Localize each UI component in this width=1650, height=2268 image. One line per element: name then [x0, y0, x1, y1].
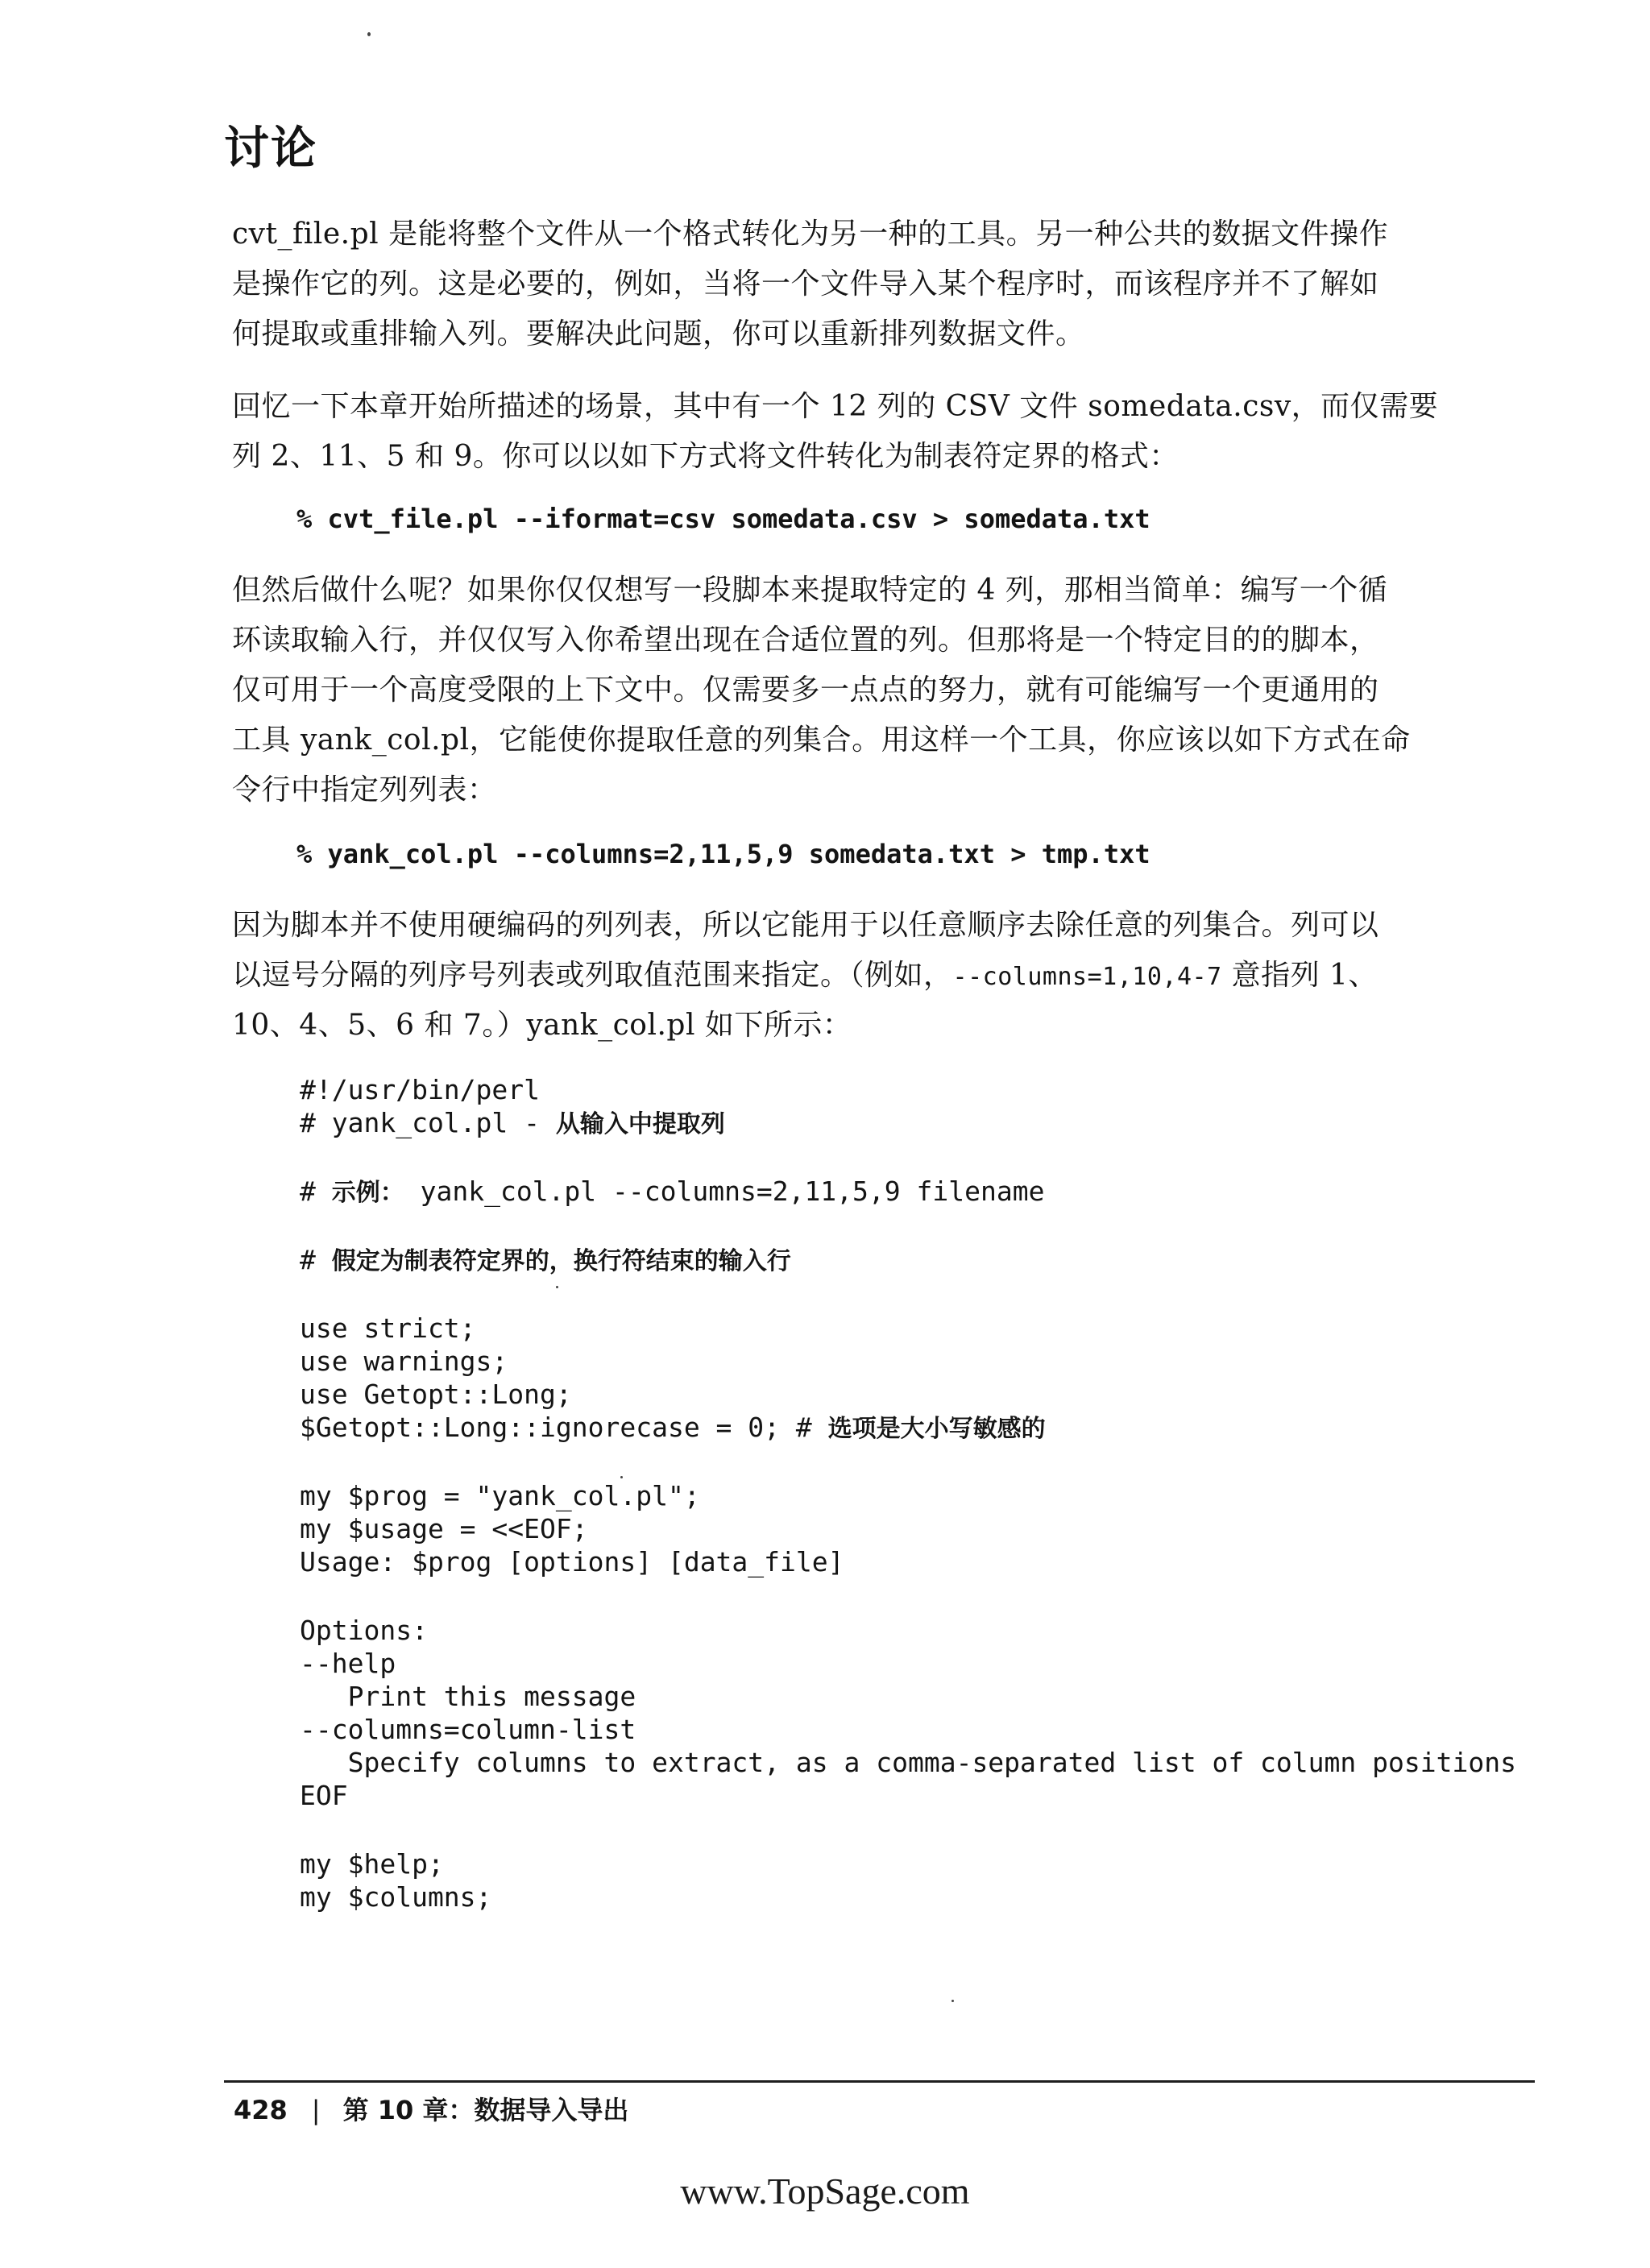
code-blank-line: [300, 1208, 1516, 1243]
code-blank-line: [300, 1139, 1516, 1175]
code-text: $Getopt::Long::ignorecase = 0; #: [300, 1412, 828, 1443]
code-line: Usage: $prog [options] [data_file]: [300, 1546, 844, 1578]
code-text: #: [300, 1175, 332, 1207]
section-heading: 讨论: [224, 122, 317, 175]
code-line: [300, 1243, 1516, 1276]
footer-separator: |: [311, 2095, 321, 2125]
code-line: Print this message: [300, 1681, 636, 1712]
footer-divider: [224, 2080, 1535, 2083]
code-blank-line: [300, 1578, 1516, 1614]
paragraph-line: 令行中指定列列表：: [232, 773, 497, 806]
code-blank-line: [300, 1444, 1516, 1479]
code-blank-line: [300, 1812, 1516, 1847]
paragraph-text: 意指列 1、: [1221, 959, 1378, 992]
code-line: --help: [300, 1648, 396, 1679]
code-line: [300, 1175, 1516, 1208]
scan-speck: [367, 32, 371, 36]
chapter-title: 第 10 章：数据导入导出: [342, 2095, 629, 2125]
code-line: #!/usr/bin/perl: [300, 1074, 541, 1105]
code-blank-line: [300, 1276, 1516, 1312]
code-line: my $usage = <<EOF;: [300, 1513, 588, 1544]
code-line: my $columns;: [300, 1881, 492, 1913]
code-comment: 选项是大小写敏感的: [827, 1415, 1046, 1443]
paragraph-line: 何提取或重排输入列。要解决此问题，你可以重新排列数据文件。: [232, 317, 1085, 350]
code-line: my $help;: [300, 1848, 444, 1880]
code-listing: [300, 1073, 1516, 1913]
command-example-1: % cvt_file.pl --iformat=csv somedata.csv > somedata.txt: [296, 504, 1150, 534]
page-footer: [234, 2089, 628, 2131]
code-comment: 示例：: [331, 1179, 404, 1207]
paragraph-line: 仅可用于一个高度受限的上下文中。仅需要多一点点的努力，就有可能编写一个更通用的: [232, 674, 1379, 707]
paragraph-1: [232, 209, 1509, 359]
paragraph-line: 但然后做什么呢？如果你仅仅想写一段脚本来提取特定的 4 列，那相当简单：编写一个循: [232, 574, 1388, 607]
paragraph-2: [232, 382, 1509, 482]
paragraph-line: 是操作它的列。这是必要的，例如，当将一个文件导入某个程序时，而该程序并不了解如: [232, 267, 1379, 301]
paragraph-line: 工具 yank_col.pl，它能使你提取任意的列集合。用这样一个工具，你应该以如下方式在命: [232, 724, 1411, 757]
code-line: use strict;: [300, 1312, 476, 1344]
inline-code: --columns=1,10,4-7: [952, 963, 1222, 991]
scan-speck: [556, 1286, 558, 1288]
code-line: Specify columns to extract, as a comma-separated list of column positions: [300, 1747, 1516, 1778]
code-line: use warnings;: [300, 1345, 508, 1377]
paragraph-line: 回忆一下本章开始所描述的场景，其中有一个 12 列的 CSV 文件 somedata.csv，而仅需要: [232, 390, 1439, 423]
code-text: yank_col.pl --columns=2,11,5,9 filename: [404, 1175, 1045, 1207]
paragraph-4: [232, 901, 1509, 1051]
paragraph-line: 列 2、11、5 和 9。你可以以如下方式将文件转化为制表符定界的格式：: [232, 440, 1179, 473]
code-text: #: [300, 1244, 332, 1275]
paragraph-line: 因为脚本并不使用硬编码的列列表，所以它能用于以任意顺序去除任意的列集合。列可以: [232, 909, 1379, 942]
site-watermark: www.TopSage.com: [680, 2171, 970, 2212]
code-line: --columns=column-list: [300, 1714, 636, 1745]
paragraph-line: cvt_file.pl 是能将整个文件从一个格式转化为另一种的工具。另一种公共的数据文件操作: [232, 218, 1389, 251]
code-line: [300, 1411, 1516, 1444]
scan-speck: [951, 2000, 954, 2002]
page-number: 428: [234, 2095, 288, 2125]
scan-speck: [620, 1476, 623, 1478]
code-line: Options:: [300, 1615, 428, 1646]
code-line: my $prog = "yank_col.pl";: [300, 1480, 700, 1511]
paragraph-line: 10、4、5、6 和 7。）yank_col.pl 如下所示：: [232, 1009, 852, 1042]
paragraph-3: [232, 566, 1509, 815]
paragraph-line: 环读取输入行，并仅仅写入你希望出现在合适位置的列。但那将是一个特定目的的脚本，: [232, 624, 1379, 657]
paragraph-line: [232, 951, 1509, 1001]
code-comment: 从输入中提取列: [555, 1110, 725, 1138]
code-line: [300, 1106, 1516, 1139]
paragraph-text: 以逗号分隔的列序号列表或列取值范围来指定。（例如，: [232, 959, 953, 992]
code-line: EOF: [300, 1780, 348, 1811]
code-text: # yank_col.pl -: [300, 1107, 556, 1138]
code-line: use Getopt::Long;: [300, 1379, 572, 1410]
command-example-2: % yank_col.pl --columns=2,11,5,9 somedata.txt > tmp.txt: [296, 839, 1150, 869]
code-comment: 假定为制表符定界的，换行符结束的输入行: [331, 1247, 791, 1275]
